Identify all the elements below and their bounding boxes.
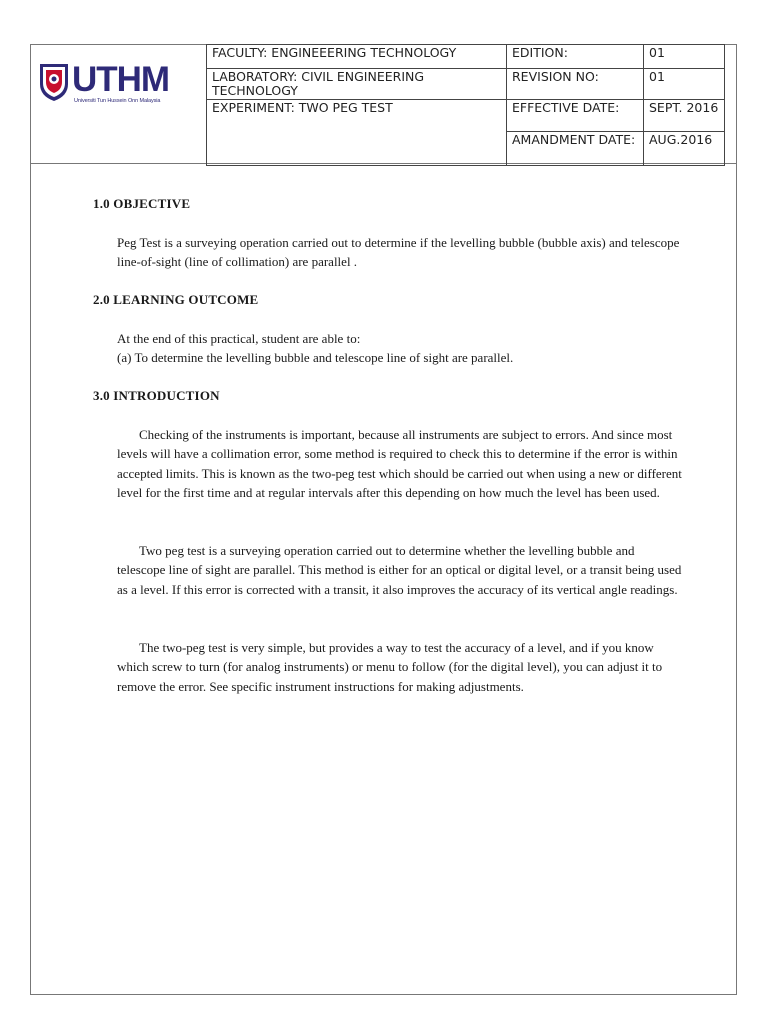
uthm-logo [38,58,198,108]
learning-outcome-item: (a) To determine the levelling bubble and telescope line of sight are parallel. [117,350,514,365]
faculty-cell: FACULTY: ENGINEEERING TECHNOLOGY [207,45,507,69]
document-header-table [206,44,725,166]
learning-outcome-heading: 2.0 LEARNING OUTCOME [93,292,259,307]
effective-date-label: EFFECTIVE DATE: [507,100,644,132]
uthm-crest-icon [38,62,70,102]
logo-subtitle: Universiti Tun Hussein Onn Malaysia [74,98,161,104]
objective-text: Peg Test is a surveying operation carried out to determine if the levelling bubble (bubble axis) and telescope line-of-sight (line of collimation) are parallel . [117,235,680,270]
introduction-paragraph-2: Two peg test is a surveying operation carried out to determine whether the levelling bubble and telescope line of sight are parallel. This method is either for an optical or digital level, or a transit being used as a level. If this error is corrected with a transit, it also improves the accuracy of its vertical angle readings. [117,543,682,597]
revision-value: 01 [644,69,725,100]
effective-date-value: SEPT. 2016 [644,100,725,132]
logo-wordmark: UTHM [72,60,170,99]
introduction-paragraph-1: Checking of the instruments is important, because all instruments are subject to errors. And since most levels will have a collimation error, some method is required to check this to determine if the error is within accepted limits. This is known as the two-peg test which should be carried out when using a new or different level for the first time and at regular intervals after this depending on how much the level has been used. [117,427,682,501]
amendment-date-label: AMANDMENT DATE: [507,132,644,166]
learning-outcome-intro: At the end of this practical, student are able to: [117,331,361,346]
edition-label: EDITION: [507,45,644,69]
revision-label: REVISION NO: [507,69,644,100]
laboratory-cell: LABORATORY: CIVIL ENGINEERING TECHNOLOGY [207,69,507,100]
experiment-cell: EXPERIMENT: TWO PEG TEST [207,100,507,166]
introduction-paragraph-3: The two-peg test is very simple, but provides a way to test the accuracy of a level, and if you know which screw to turn (for analog instruments) or menu to follow (for the digital level), you can adjust it to remove the error. See specific instrument instructions for making adjustments. [117,640,663,694]
objective-heading: 1.0 OBJECTIVE [93,196,191,211]
edition-value: 01 [644,45,725,69]
introduction-heading: 3.0 INTRODUCTION [93,388,220,403]
amendment-date-value: AUG.2016 [644,132,725,166]
page-frame [30,44,737,995]
